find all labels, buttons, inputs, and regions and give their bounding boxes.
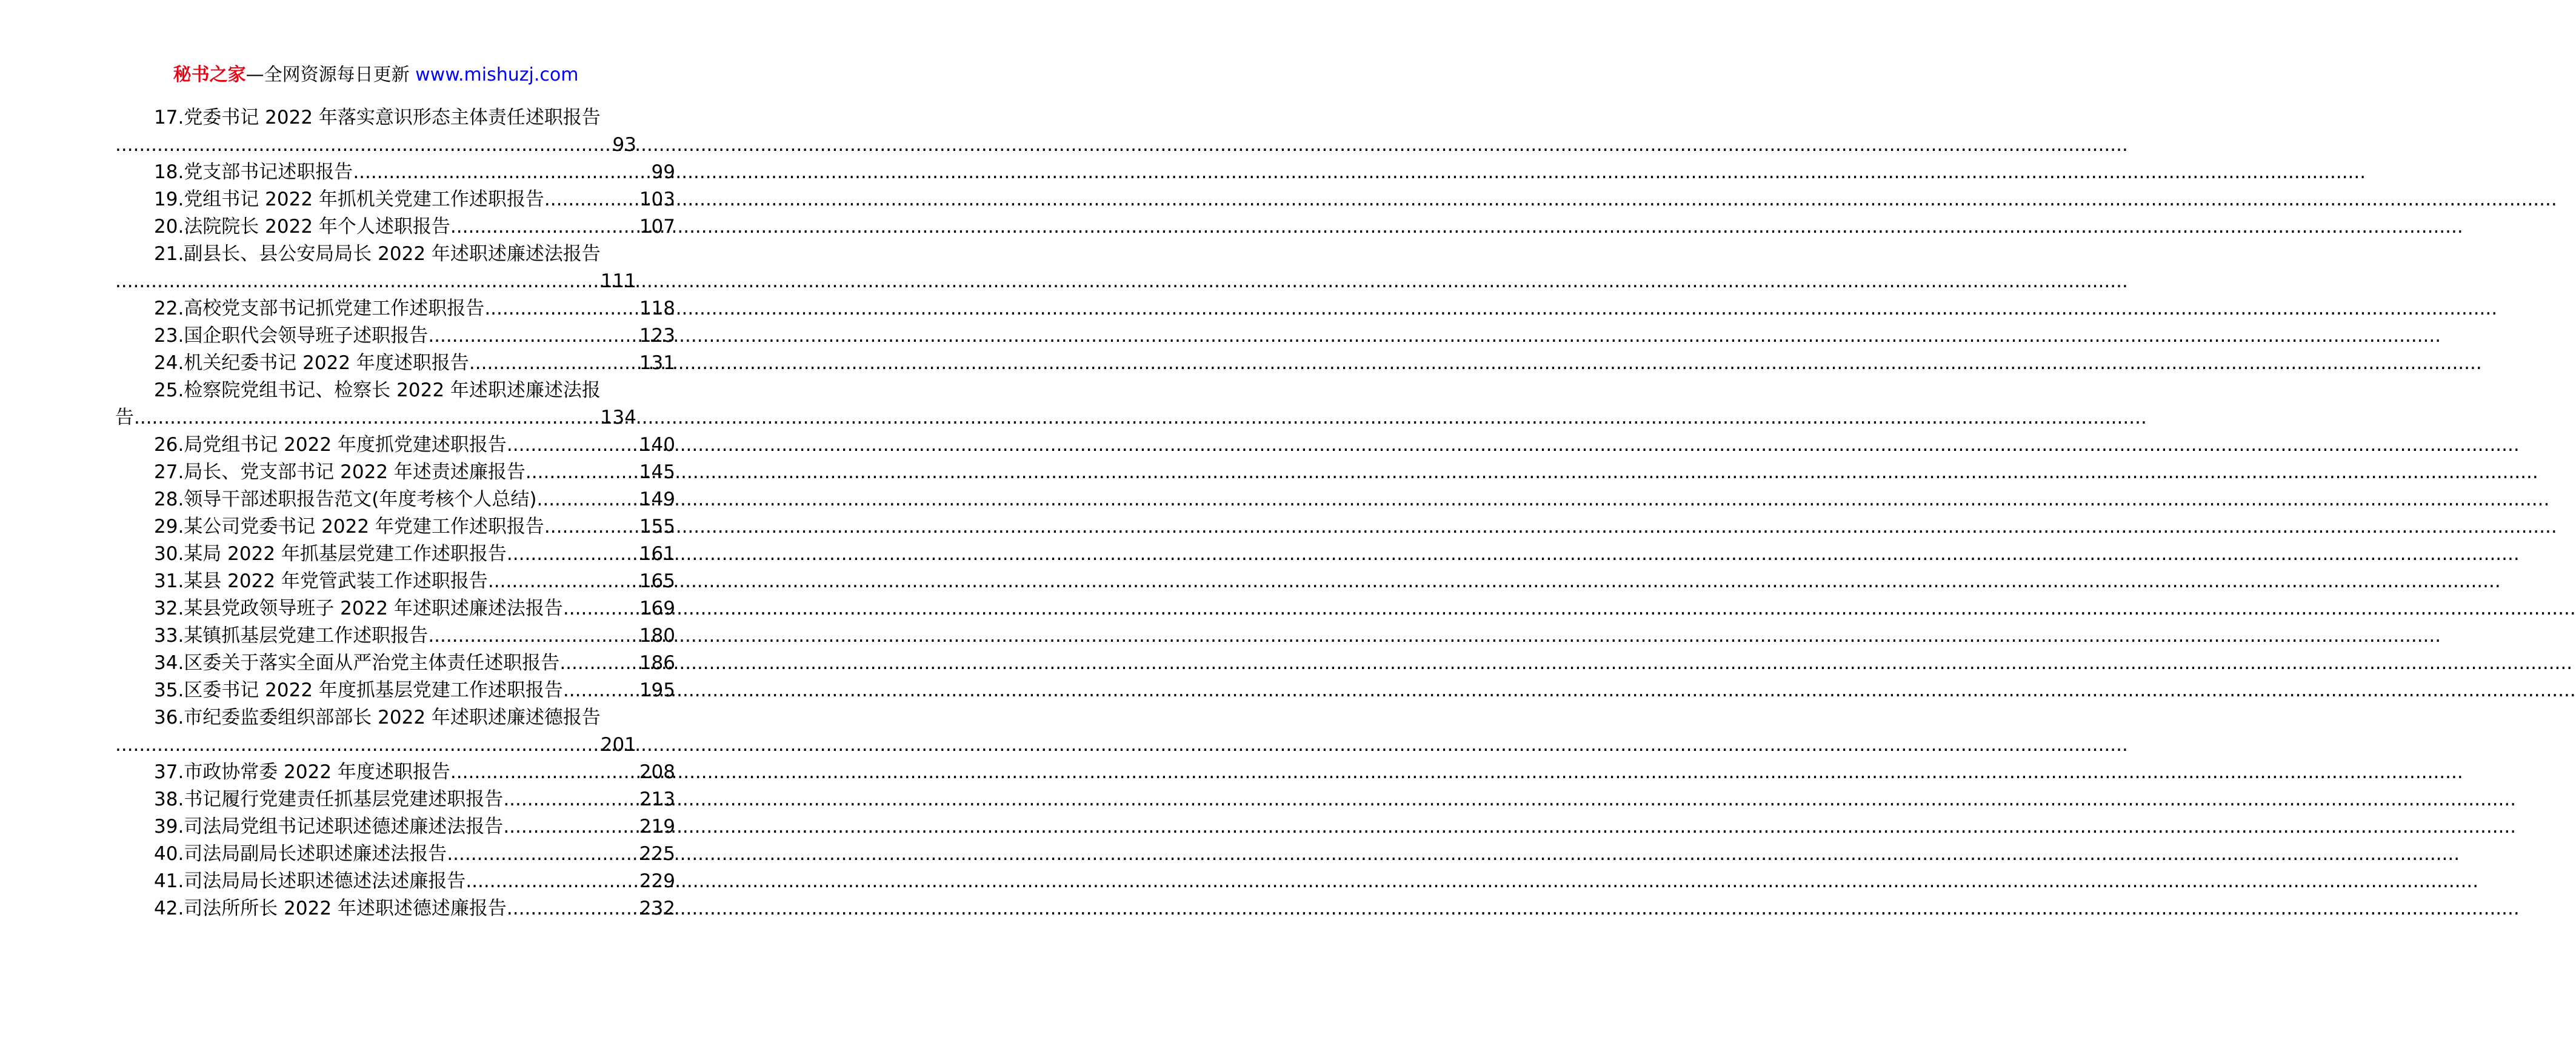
- toc-entry-title: 某县 2022 年党管武装工作述职报告: [184, 570, 488, 592]
- dot-leader: [484, 295, 639, 322]
- table-of-contents: [115, 104, 675, 922]
- toc-entry-title: 市纪委监委组织部部长 2022 年述职述廉述德报告: [184, 707, 601, 728]
- toc-entry-number: 29.: [154, 516, 184, 538]
- toc-entry-title: 书记履行党建责任抓基层党建述职报告: [184, 788, 504, 810]
- dot-leader: [115, 731, 601, 759]
- dot-leader: [134, 404, 601, 432]
- toc-entry[interactable]: [115, 377, 636, 432]
- toc-entry-number: 28.: [154, 488, 184, 510]
- toc-entry-title: 司法局党组书记述职述德述廉述法报告: [184, 816, 504, 838]
- toc-entry[interactable]: [115, 350, 675, 377]
- dot-leader: [428, 622, 639, 650]
- toc-entry-title: 国企职代会领导班子述职报告: [184, 325, 429, 347]
- toc-entry-number: 42.: [154, 898, 184, 919]
- dot-leader: [507, 541, 639, 568]
- dot-leader: [563, 677, 639, 704]
- toc-entry[interactable]: [115, 213, 675, 241]
- toc-entry[interactable]: [115, 486, 675, 513]
- toc-entry-number: 41.: [154, 870, 184, 892]
- toc-entry-title: 司法所所长 2022 年述职述德述廉报告: [184, 898, 507, 919]
- toc-entry[interactable]: [115, 895, 675, 922]
- toc-entry[interactable]: [115, 813, 675, 841]
- toc-entry-title: 区委书记 2022 年度抓基层党建工作述职报告: [184, 679, 563, 701]
- toc-entry-number: 35.: [154, 679, 184, 701]
- dot-leader: [450, 759, 639, 786]
- dot-leader: [465, 868, 639, 895]
- toc-page-number: 186: [639, 652, 675, 674]
- toc-entry[interactable]: [115, 104, 636, 159]
- toc-entry-title: 党支部书记述职报告: [184, 161, 353, 183]
- toc-entry-number: 30.: [154, 543, 184, 565]
- toc-entry[interactable]: [115, 513, 675, 541]
- toc-entry-title: 某公司党委书记 2022 年党建工作述职报告: [184, 516, 544, 538]
- toc-entry-number: 23.: [154, 325, 184, 347]
- toc-entry-number: 37.: [154, 761, 184, 783]
- dot-leader: [526, 459, 639, 486]
- toc-entry[interactable]: [115, 459, 675, 486]
- toc-page-number: 208: [639, 761, 675, 783]
- toc-page-number: 161: [639, 543, 675, 565]
- toc-entry[interactable]: [115, 541, 675, 568]
- toc-entry-number: 40.: [154, 843, 184, 865]
- toc-entry-number: 27.: [154, 461, 184, 483]
- dot-leader: [488, 568, 639, 595]
- dot-leader: [503, 813, 639, 841]
- toc-entry-title: 检察院党组书记、检察长 2022 年述职述廉述法报: [184, 379, 601, 401]
- toc-page-number: 232: [639, 898, 675, 919]
- toc-page-number: 123: [639, 325, 675, 347]
- toc-entry[interactable]: [115, 595, 675, 622]
- toc-page-number: 180: [639, 625, 675, 647]
- toc-entry-number: 32.: [154, 598, 184, 619]
- dot-leader: [503, 786, 639, 813]
- dot-leader: [507, 895, 639, 922]
- toc-entry-title: 党委书记 2022 年落实意识形态主体责任述职报告: [184, 107, 601, 128]
- toc-entry-title: 机关纪委书记 2022 年度述职报告: [184, 352, 469, 374]
- dot-leader: [353, 159, 651, 186]
- toc-page-number: 195: [639, 679, 675, 701]
- toc-entry-title: 司法局副局长述职述廉述法报告: [184, 843, 447, 865]
- toc-page-number: 169: [639, 598, 675, 619]
- page-header: [0, 63, 752, 87]
- toc-entry-number: 26.: [154, 434, 184, 456]
- toc-entry-number: 21.: [154, 243, 184, 265]
- dot-leader: [537, 486, 639, 513]
- toc-entry[interactable]: [115, 295, 675, 322]
- toc-entry-title: 某县党政领导班子 2022 年述职述廉述法报告: [184, 598, 563, 619]
- toc-page-number: 140: [639, 434, 675, 456]
- toc-entry-title: 领导干部述职报告范文(年度考核个人总结): [184, 488, 537, 510]
- dot-leader: [450, 213, 639, 241]
- toc-page-number: 93: [612, 134, 636, 156]
- toc-page-number: 118: [639, 298, 675, 319]
- toc-entry[interactable]: [115, 186, 675, 213]
- toc-entry-number: 24.: [154, 352, 184, 374]
- toc-page-number: 165: [639, 570, 675, 592]
- toc-entry[interactable]: [115, 868, 675, 895]
- toc-entry-number: 36.: [154, 707, 184, 728]
- toc-entry-number: 31.: [154, 570, 184, 592]
- toc-page-number: 107: [639, 216, 675, 238]
- toc-entry-number: 17.: [154, 107, 184, 128]
- toc-page-number: 145: [639, 461, 675, 483]
- toc-entry[interactable]: [115, 568, 675, 595]
- toc-entry-number: 34.: [154, 652, 184, 674]
- dot-leader: [563, 595, 639, 622]
- toc-entry[interactable]: [115, 677, 675, 704]
- toc-page-number: 229: [639, 870, 675, 892]
- toc-entry-number: 38.: [154, 788, 184, 810]
- toc-entry[interactable]: [115, 159, 675, 186]
- toc-entry[interactable]: [115, 841, 675, 868]
- toc-entry-title: 副县长、县公安局局长 2022 年述职述廉述法报告: [184, 243, 601, 265]
- toc-entry-title: 高校党支部书记抓党建工作述职报告: [184, 298, 485, 319]
- toc-entry[interactable]: [115, 786, 675, 813]
- toc-page-number: 131: [639, 352, 675, 374]
- header-tagline: —全网资源每日更新: [245, 64, 416, 85]
- dot-leader: [559, 650, 639, 677]
- toc-entry[interactable]: [115, 759, 675, 786]
- toc-entry[interactable]: [115, 432, 675, 459]
- toc-entry-title: 局党组书记 2022 年度抓党建述职报告: [184, 434, 507, 456]
- dot-leader: [507, 432, 639, 459]
- toc-entry-number: 20.: [154, 216, 184, 238]
- toc-page-number: 201: [600, 734, 636, 756]
- brand-name: 秘书之家: [173, 64, 246, 85]
- toc-entry-number: 19.: [154, 188, 184, 210]
- toc-entry-title: 党组书记 2022 年抓机关党建工作述职报告: [184, 188, 544, 210]
- toc-page-number: 134: [600, 407, 636, 428]
- toc-page-number: 99: [651, 161, 675, 183]
- toc-entry-title: 法院院长 2022 年个人述职报告: [184, 216, 450, 238]
- toc-page-number: 213: [639, 788, 675, 810]
- toc-page-number: 225: [639, 843, 675, 865]
- dot-leader: [544, 186, 639, 213]
- toc-page-number: 149: [639, 488, 675, 510]
- toc-entry-title: 某镇抓基层党建工作述职报告: [184, 625, 429, 647]
- website-link[interactable]: www.mishuzj.com: [415, 64, 579, 85]
- toc-entry-title: 某局 2022 年抓基层党建工作述职报告: [184, 543, 507, 565]
- dot-leader: [115, 268, 601, 295]
- toc-page-number: 103: [639, 188, 675, 210]
- toc-entry[interactable]: [115, 241, 636, 295]
- toc-entry-title: 局长、党支部书记 2022 年述责述廉报告: [184, 461, 526, 483]
- toc-entry-number: 18.: [154, 161, 184, 183]
- toc-page-number: 219: [639, 816, 675, 838]
- toc-entry-title: 市政协常委 2022 年度述职报告: [184, 761, 450, 783]
- toc-entry[interactable]: [115, 622, 675, 650]
- dot-leader: [447, 841, 639, 868]
- toc-page-number: 111: [600, 270, 636, 292]
- toc-entry-title: 司法局局长述职述德述法述廉报告: [184, 870, 466, 892]
- dot-leader: [469, 350, 639, 377]
- toc-page-number: 155: [639, 516, 675, 538]
- toc-entry-title: 区委关于落实全面从严治党主体责任述职报告: [184, 652, 560, 674]
- toc-entry-number: 33.: [154, 625, 184, 647]
- toc-entry-number: 39.: [154, 816, 184, 838]
- toc-entry-number: 22.: [154, 298, 184, 319]
- toc-entry-number: 25.: [154, 379, 184, 401]
- toc-entry-title-continued: 告: [115, 407, 134, 428]
- toc-entry[interactable]: [115, 704, 636, 759]
- dot-leader: [115, 132, 613, 159]
- toc-entry[interactable]: [115, 650, 675, 677]
- dot-leader: [428, 322, 639, 350]
- toc-entry[interactable]: [115, 322, 675, 350]
- dot-leader: [544, 513, 639, 541]
